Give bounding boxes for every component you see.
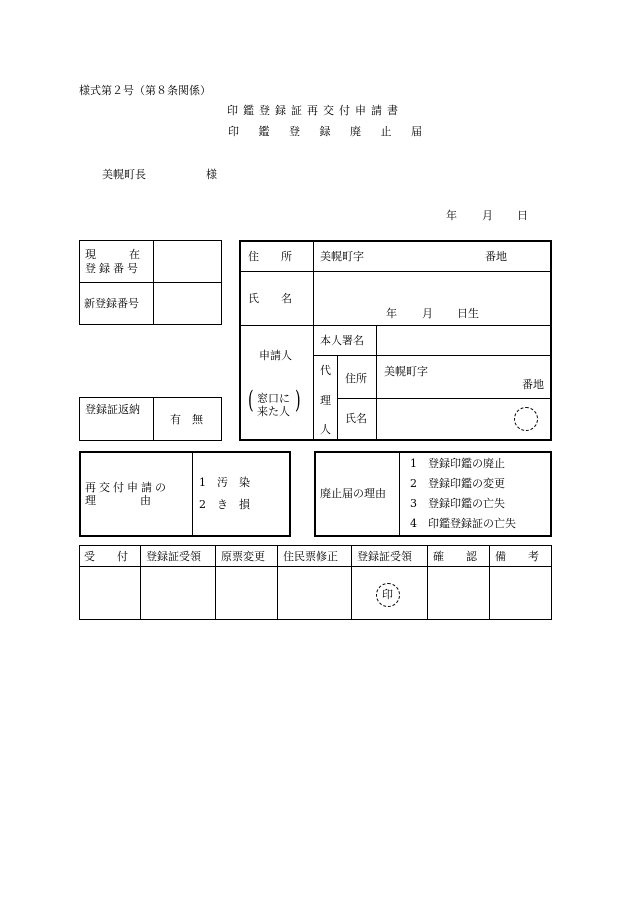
- office-header-master-change: 原票変更: [221, 550, 265, 563]
- proxy-char-3: 人: [320, 423, 331, 436]
- proxy-address-suffix: 番地: [522, 378, 544, 391]
- current-reg-label-1: 現 在: [85, 248, 140, 261]
- current-reg-value[interactable]: [154, 241, 221, 281]
- abolish-reason-item[interactable]: 3 登録印鑑の亡失: [410, 497, 505, 510]
- self-sign-field[interactable]: [377, 326, 550, 354]
- name-field[interactable]: [315, 273, 550, 301]
- reissue-reason-item[interactable]: 1 汚 染: [199, 476, 250, 489]
- abolish-reason-label: 廃止届の理由: [320, 487, 386, 500]
- window-paren-close: ): [295, 386, 301, 414]
- reissue-reason-label-2: 理 由: [85, 494, 151, 507]
- reissue-reason-item[interactable]: 2 き 損: [199, 498, 250, 511]
- address-suffix: 番地: [485, 250, 507, 263]
- abolish-reason-item[interactable]: 2 登録印鑑の変更: [410, 477, 505, 490]
- abolish-reason-item[interactable]: 4 印鑑登録証の亡失: [410, 517, 516, 530]
- birth-year: 年: [386, 307, 397, 320]
- form-number: 様式第２号（第８条関係）: [79, 84, 211, 97]
- birth-day: 日生: [457, 307, 479, 320]
- address-label: 住 所: [248, 250, 292, 263]
- return-label: 登録証返納: [85, 403, 140, 416]
- addressee-sama: 様: [206, 168, 217, 181]
- date-month: 月: [482, 209, 493, 222]
- office-header-card-receipt: 登録証受領: [146, 550, 201, 563]
- reissue-reason-label-1: 再交付申請の: [85, 481, 169, 494]
- date-year: 年: [446, 209, 457, 222]
- office-seal-label: 印: [382, 588, 393, 601]
- name-label: 氏 名: [248, 292, 292, 305]
- address-prefix: 美幌町字: [320, 250, 364, 263]
- window-label-2: 来た人: [257, 405, 290, 418]
- proxy-name-field[interactable]: [378, 400, 508, 438]
- office-header-confirm: 確 認: [433, 550, 477, 563]
- proxy-address-label: 住所: [345, 372, 367, 385]
- abolish-reason-item[interactable]: 1 登録印鑑の廃止: [410, 457, 505, 470]
- proxy-char-1: 代: [320, 364, 331, 377]
- proxy-char-2: 理: [320, 394, 331, 407]
- proxy-address-prefix: 美幌町字: [384, 365, 428, 378]
- self-sign-label: 本人署名: [320, 334, 364, 347]
- new-reg-label: 新登録番号: [84, 297, 139, 310]
- form-title-reissue: 印鑑登録証再交付申請書: [227, 104, 403, 117]
- office-header-remarks: 備 考: [495, 550, 539, 563]
- applicant-label: 申請人: [259, 349, 292, 362]
- office-header-reception: 受 付: [84, 550, 128, 563]
- date-day: 日: [517, 209, 528, 222]
- window-paren-open: (: [248, 386, 254, 414]
- form-title-abolish: 印 鑑 登 録 廃 止 届: [228, 125, 430, 138]
- office-header-card-receipt-2: 登録証受領: [357, 550, 412, 563]
- new-reg-value[interactable]: [154, 283, 221, 324]
- office-header-resident-fix: 住民票修正: [283, 550, 338, 563]
- seal-circle: [514, 407, 538, 431]
- addressee: 美幌町長: [102, 168, 146, 181]
- current-reg-label-2: 登録番号: [85, 262, 141, 275]
- window-label-1: 窓口に: [257, 392, 290, 405]
- return-options[interactable]: 有 無: [170, 413, 203, 426]
- birth-month: 月: [422, 307, 433, 320]
- proxy-name-label: 氏名: [345, 412, 367, 425]
